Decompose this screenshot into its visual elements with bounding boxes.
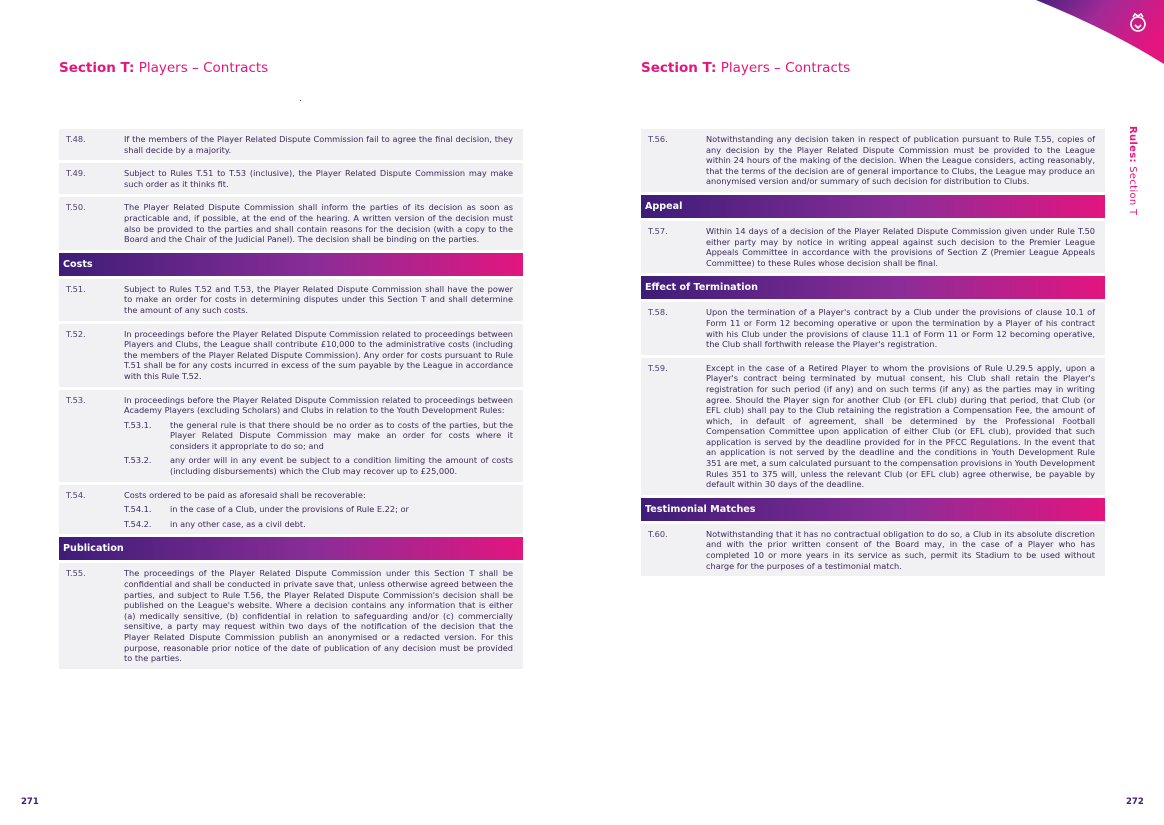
rule-t60 [641,524,1105,576]
rule-text: In proceedings before the Player Related Dispute Commission related to proceedings between Academy Players (excluding Scholars) and Clubs in relation to the Youth Development Rules: [124,394,513,416]
rule-t56 [641,129,1105,192]
left-page-heading [59,60,268,76]
rule-text: Subject to Rules T.51 to T.53 (inclusive), the Player Related Dispute Commission may make such order as it thinks fit. [124,168,513,189]
sub-rule-number: T.54.2. [124,518,152,529]
rule-number: T.52. [66,328,86,339]
sub-rule-text: the general rule is that there should be no order as to costs of the parties, but the Player Related Dispute Commission may make an order for costs where it considers it appropriate to do so; and [170,419,513,451]
sub-rule-t53-2 [124,455,513,476]
rule-number: T.59. [648,362,668,373]
sub-rule-text: in the case of a Club, under the provisions of Rule E.22; or [170,504,409,515]
rule-t52 [59,324,523,387]
rule-text: Costs ordered to be paid as aforesaid shall be recoverable: [124,489,366,500]
rule-t54 [59,485,523,535]
sub-rule-text: in any other case, as a civil debt. [170,518,306,529]
rule-number: T.51. [66,283,86,294]
rule-t53 [59,390,523,482]
rule-t48 [59,129,523,160]
rule-text: If the members of the Player Related Dispute Commission fail to agree the final decision, they shall decide by a majority. [124,134,513,155]
rule-t55 [59,563,523,668]
sub-rule-number: T.54.1. [124,504,152,515]
section-bar-appeal: Appeal [641,195,1105,218]
rule-text: Within 14 days of a decision of the Player Related Dispute Commission given under Rule T.50 either party may by notice in writing appeal against such decision to the Premier League Appeals Committee in accordance with the provisions of Section Z (Premier League Appeals Committee) to these Rules whose decision shall be final. [706,225,1095,268]
rule-text: Upon the termination of a Player's contract by a Club under the provisions of clause 10.1 of Form 11 or Form 12 becoming operative or upon the termination by a Player of his contract with his Club under the provisions of clause 11.1 of Form 11 or Form 12 becoming operative, the Club shall forthwith release the Player's registration. [706,307,1095,350]
left-heading-section: Section T: [59,60,135,76]
right-heading-section: Section T: [641,60,717,76]
rule-body [124,395,513,477]
rule-text: Notwithstanding that it has no contractual obligation to do so, a Club in its absolute discretion and with the prior written consent of the Board may, in the case of a Player who has completed 10 or more years in its service as such, permit its Stadium to be used without charge for the purposes of a testimonial match. [706,528,1095,571]
sub-rule-t53-1 [124,420,513,452]
rule-number: T.49. [66,168,86,179]
sub-rule-number: T.53.1. [124,419,152,430]
rule-text: Subject to Rules T.52 and T.53, the Player Related Dispute Commission shall have the power to make an order for costs in determining disputes under this Section T and shall determine the amount of any such costs. [124,283,513,315]
rule-text: Except in the case of a Retired Player to whom the provisions of Rule U.29.5 apply, upon a Player's contract being terminated by mutual consent, his Club shall retain the Player's registration for such period (if any) and on such terms (if any) as the parties may in writing agree. Should the Player sign for another Club (or EFL club) during that period, that Club (or EFL club) shall pay to the Club retaining the registration a Compensation Fee, the amount of which, in default of agreement, shall be determined by the Professional Football Compensation Committee upon application of either Club (or EFL club), provided that such application is served by the deadline provided for in the PFCC Regulations. In the event that an application is not served by the deadline and the conditions in Youth Development Rule 351 are met, a sum calculated pursuant to the compensation provisions in Youth Development Rules 351 to 375 will, unless the relevant Club (or EFL club) agree otherwise, be payable by default within 30 days of the deadline. [706,362,1095,490]
rule-number: T.56. [648,134,668,144]
rule-t50 [59,197,523,249]
corner-swoosh-decoration [1014,0,1164,70]
sub-rule-text: any order will in any event be subject to a condition limiting the amount of costs (including disbursements) which the Club may recover up to £25,000. [170,455,513,477]
rule-body [124,490,513,530]
left-page-column [59,129,523,672]
rule-t59 [641,358,1105,495]
side-label-bold: Rules: [1127,126,1138,163]
left-heading-title: Players – Contracts [138,60,269,76]
side-section-label [1127,126,1138,215]
section-bar-effect-of-termination: Effect of Termination [641,276,1105,299]
right-page-column [641,129,1105,579]
rule-number: T.57. [648,225,668,236]
rule-number: T.55. [66,568,86,579]
rule-text: The proceedings of the Player Related Dispute Commission under this Section T shall be confidential and shall be conducted in private save that, unless otherwise agreed between the parties, and subject to Rule T.56, the Player Related Dispute Commission's decision shall be published on the League's website. Where a decision contains any information that is either (a) medically sensitive, (b) confidential in relation to safeguarding and/or (c) commercially sensitive, a party may request within two days of the notification of the decision that the Player Related Dispute Commission publish an anonymised or a redacted version. For this purpose, reasonable prior notice of the date of publication of any decision must be provided to the parties. [124,568,513,664]
rule-number: T.58. [648,307,668,318]
rule-t57 [641,221,1105,273]
rule-t49 [59,163,523,194]
rule-number: T.48. [66,134,86,144]
left-page-number: 271 [21,797,39,807]
section-bar-publication: Publication [59,537,523,560]
sub-rule-number: T.53.2. [124,455,152,466]
right-page-number: 272 [1126,797,1144,807]
rule-t58 [641,302,1105,354]
rule-number: T.54. [66,489,86,500]
section-bar-costs: Costs [59,253,523,276]
rule-number: T.50. [66,202,86,213]
rule-number: T.60. [648,528,668,539]
section-bar-testimonial-matches: Testimonial Matches [641,498,1105,521]
rule-text: The Player Related Dispute Commission shall inform the parties of its decision as soon as practicable and, if possible, at the end of the hearing. A written version of the decision must also be provided to the parties and shall contain reasons for the decision (with a copy to the Board and the Chair of the Judicial Panel). The decision shall be binding on the parties. [124,202,513,245]
side-label-rest: Section T [1127,166,1138,216]
stray-dot [300,100,301,101]
rule-number: T.53. [66,394,86,405]
right-page-heading [641,60,850,76]
rule-text: In proceedings before the Player Related Dispute Commission related to proceedings between Players and Clubs, the League shall contribute £10,000 to the administrative costs (including the members of the Player Related Dispute Commission). Any order for costs pursuant to Rule T.51 shall be for any costs incurred in excess of the sum payable by the League in accordance with this Rule T.52. [124,328,513,381]
sub-rule-t54-1 [124,504,513,515]
sub-rule-t54-2 [124,519,513,530]
rule-text: Notwithstanding any decision taken in respect of publication pursuant to Rule T.55, copies of any decision by the Player Related Dispute Commission must be provided to the League within 24 hours of the making of the decision. When the League considers, acting reasonably, that the terms of the decision are of general importance to Clubs, the League may produce an anonymised version and/or summary of such decision for distribution to Clubs. [706,134,1095,187]
rule-t51 [59,279,523,321]
right-heading-title: Players – Contracts [720,60,851,76]
